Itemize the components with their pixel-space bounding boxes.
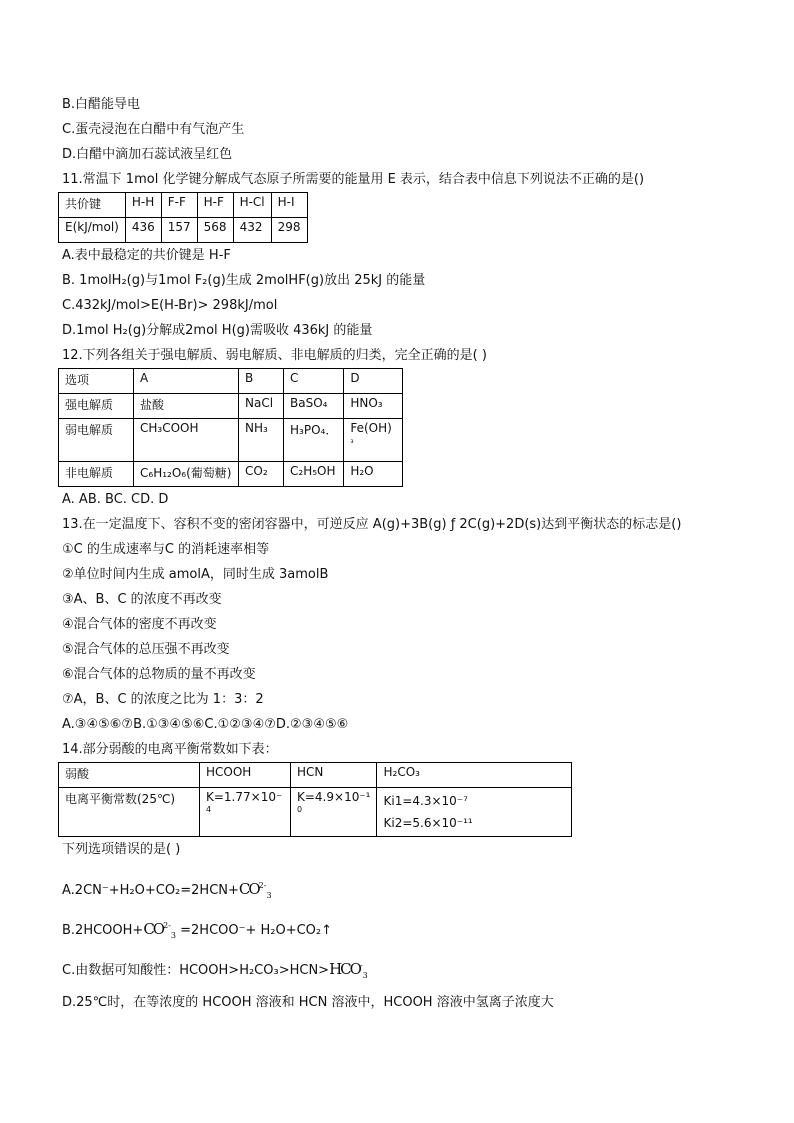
q12-answers: A. AB. BC. CD. D — [62, 492, 169, 507]
table-cell: D — [344, 369, 403, 394]
bicarbonate-ion: $HCO^-_3$ — [329, 960, 368, 980]
table-cell: H-Cl — [233, 193, 271, 218]
table-cell — [377, 788, 572, 837]
carbonate-ion: $CO^{2-}_3$ — [143, 920, 176, 940]
q13-item-6: ⑥混合气体的总物质的量不再改变 — [62, 667, 256, 682]
q10-option-c: C.蛋壳浸泡在白醋中有气泡产生 — [62, 122, 245, 137]
table-cell — [200, 788, 291, 837]
table-cell: E(kJ/mol) — [59, 218, 126, 243]
q11-option-c: C.432kJ/mol>E(H-Br)> 298kJ/mol — [62, 298, 278, 313]
table-cell: 弱酸 — [59, 763, 200, 788]
cell-wrap-fragment: 0 — [297, 805, 303, 814]
table-cell: 强电解质 — [59, 394, 134, 419]
table-cell: 157 — [161, 218, 197, 243]
table-cell: CH₃COOH — [134, 419, 239, 462]
table-cell: BaSO₄ — [284, 394, 344, 419]
q13-item-2: ②单位时间内生成 amolA，同时生成 3amolB — [62, 567, 329, 582]
table-cell: 弱电解质 — [59, 419, 134, 462]
q13-item-4: ④混合气体的密度不再改变 — [62, 617, 217, 632]
q14-question: 下列选项错误的是( ) — [62, 842, 181, 857]
q14-option-b — [62, 910, 742, 942]
q11-option-a: A.表中最稳定的共价键是 H-F — [62, 248, 231, 263]
option-text: =2HCOO⁻+ H₂O+CO₂↑ — [180, 923, 333, 938]
cell-text: K=1.77×10⁻ — [206, 790, 283, 804]
document-page — [62, 92, 742, 1015]
table-cell: B — [239, 369, 284, 394]
table-cell: A — [134, 369, 239, 394]
q11-bond-energy-table — [58, 192, 308, 243]
table-cell — [291, 788, 377, 837]
q13-item-7: ⑦A，B、C 的浓度之比为 1：3：2 — [62, 692, 264, 707]
table-cell: C₆H₁₂O₆(葡萄糖) — [134, 462, 239, 487]
table-row — [59, 369, 403, 394]
table-row — [59, 462, 403, 487]
option-text: C.由数据可知酸性：HCOOH>H₂CO₃>HCN> — [62, 963, 330, 978]
cell-wrap-fragment: 4 — [206, 805, 212, 814]
table-cell: 选项 — [59, 369, 134, 394]
q11-option-d: D.1mol H₂(g)分解成2mol H(g)需吸收 436kJ 的能量 — [62, 323, 373, 338]
table-cell: 436 — [125, 218, 161, 243]
cell-wrap-fragment: ₃ — [350, 436, 354, 445]
table-cell: 盐酸 — [134, 394, 239, 419]
cell-text: Fe(OH) — [350, 421, 392, 435]
q10-option-d: D.白醋中滴加石蕊试液呈红色 — [62, 147, 233, 162]
carbonate-ion: $CO^{2-}_3$ — [238, 880, 272, 900]
table-row — [59, 218, 308, 243]
q13-stem: 13.在一定温度下、容积不变的密闭容器中，可逆反应 A(g)+3B(g) ƒ 2C(g)+2D(s)达到平衡状态的标志是() — [62, 517, 682, 532]
cell-text: Ki1=4.3×10⁻⁷ — [383, 794, 468, 808]
q13-item-5: ⑤混合气体的总压强不再改变 — [62, 642, 230, 657]
q11-stem: 11.常温下 1mol 化学键分解成气态原子所需要的能量用 E 表示，结合表中信息下列说法不正确的是() — [62, 172, 645, 187]
table-cell: 568 — [197, 218, 233, 243]
table-cell: 电离平衡常数(25℃) — [59, 788, 200, 837]
q11-option-b: B. 1molH₂(g)与1mol F₂(g)生成 2molHF(g)放出 25kJ 的能量 — [62, 273, 426, 288]
table-cell: H-I — [271, 193, 307, 218]
table-cell: H-H — [125, 193, 161, 218]
q14-option-d: D.25℃时，在等浓度的 HCOOH 溶液和 HCN 溶液中，HCOOH 溶液中氢离子浓度大 — [62, 995, 554, 1010]
table-cell: NH₃ — [239, 419, 284, 462]
table-row — [59, 788, 572, 837]
table-cell: C₂H₅OH — [284, 462, 344, 487]
table-cell: NaCl — [239, 394, 284, 419]
table-cell: HNO₃ — [344, 394, 403, 419]
q12-electrolyte-table — [58, 368, 403, 487]
q14-stem: 14.部分弱酸的电离平衡常数如下表： — [62, 742, 278, 757]
table-cell: HCN — [291, 763, 377, 788]
q14-option-c — [62, 950, 742, 982]
table-cell: CO₂ — [239, 462, 284, 487]
q14-ionization-table — [58, 762, 572, 837]
cell-text: Ki2=5.6×10⁻¹¹ — [383, 816, 473, 830]
q13-item-1: ①C 的生成速率与C 的消耗速率相等 — [62, 542, 270, 557]
cell-text: K=4.9×10⁻¹ — [297, 790, 371, 804]
table-row — [59, 419, 403, 462]
table-row — [59, 394, 403, 419]
table-cell: 非电解质 — [59, 462, 134, 487]
table-cell: HCOOH — [200, 763, 291, 788]
table-cell: H₂O — [344, 462, 403, 487]
q12-stem: 12.下列各组关于强电解质、弱电解质、非电解质的归类，完全正确的是( ) — [62, 348, 487, 363]
table-cell: H-F — [197, 193, 233, 218]
q10-option-b: B.白醋能导电 — [62, 97, 141, 112]
q14-option-a — [62, 870, 742, 902]
table-cell: C — [284, 369, 344, 394]
table-cell: 298 — [271, 218, 307, 243]
table-cell: 共价键 — [59, 193, 126, 218]
table-cell: H₃PO₄． — [284, 419, 344, 462]
table-cell: 432 — [233, 218, 271, 243]
table-cell: H₂CO₃ — [377, 763, 572, 788]
table-cell: F-F — [161, 193, 197, 218]
table-row — [59, 193, 308, 218]
table-row — [59, 763, 572, 788]
table-cell — [344, 419, 403, 462]
option-text: B.2HCOOH+ — [62, 923, 144, 938]
q13-answers: A.③④⑤⑥⑦B.①③④⑤⑥C.①②③④⑦D.②③④⑤⑥ — [62, 717, 349, 732]
q13-item-3: ③A、B、C 的浓度不再改变 — [62, 592, 222, 607]
option-text: A.2CN⁻+H₂O+CO₂=2HCN+ — [62, 883, 239, 898]
